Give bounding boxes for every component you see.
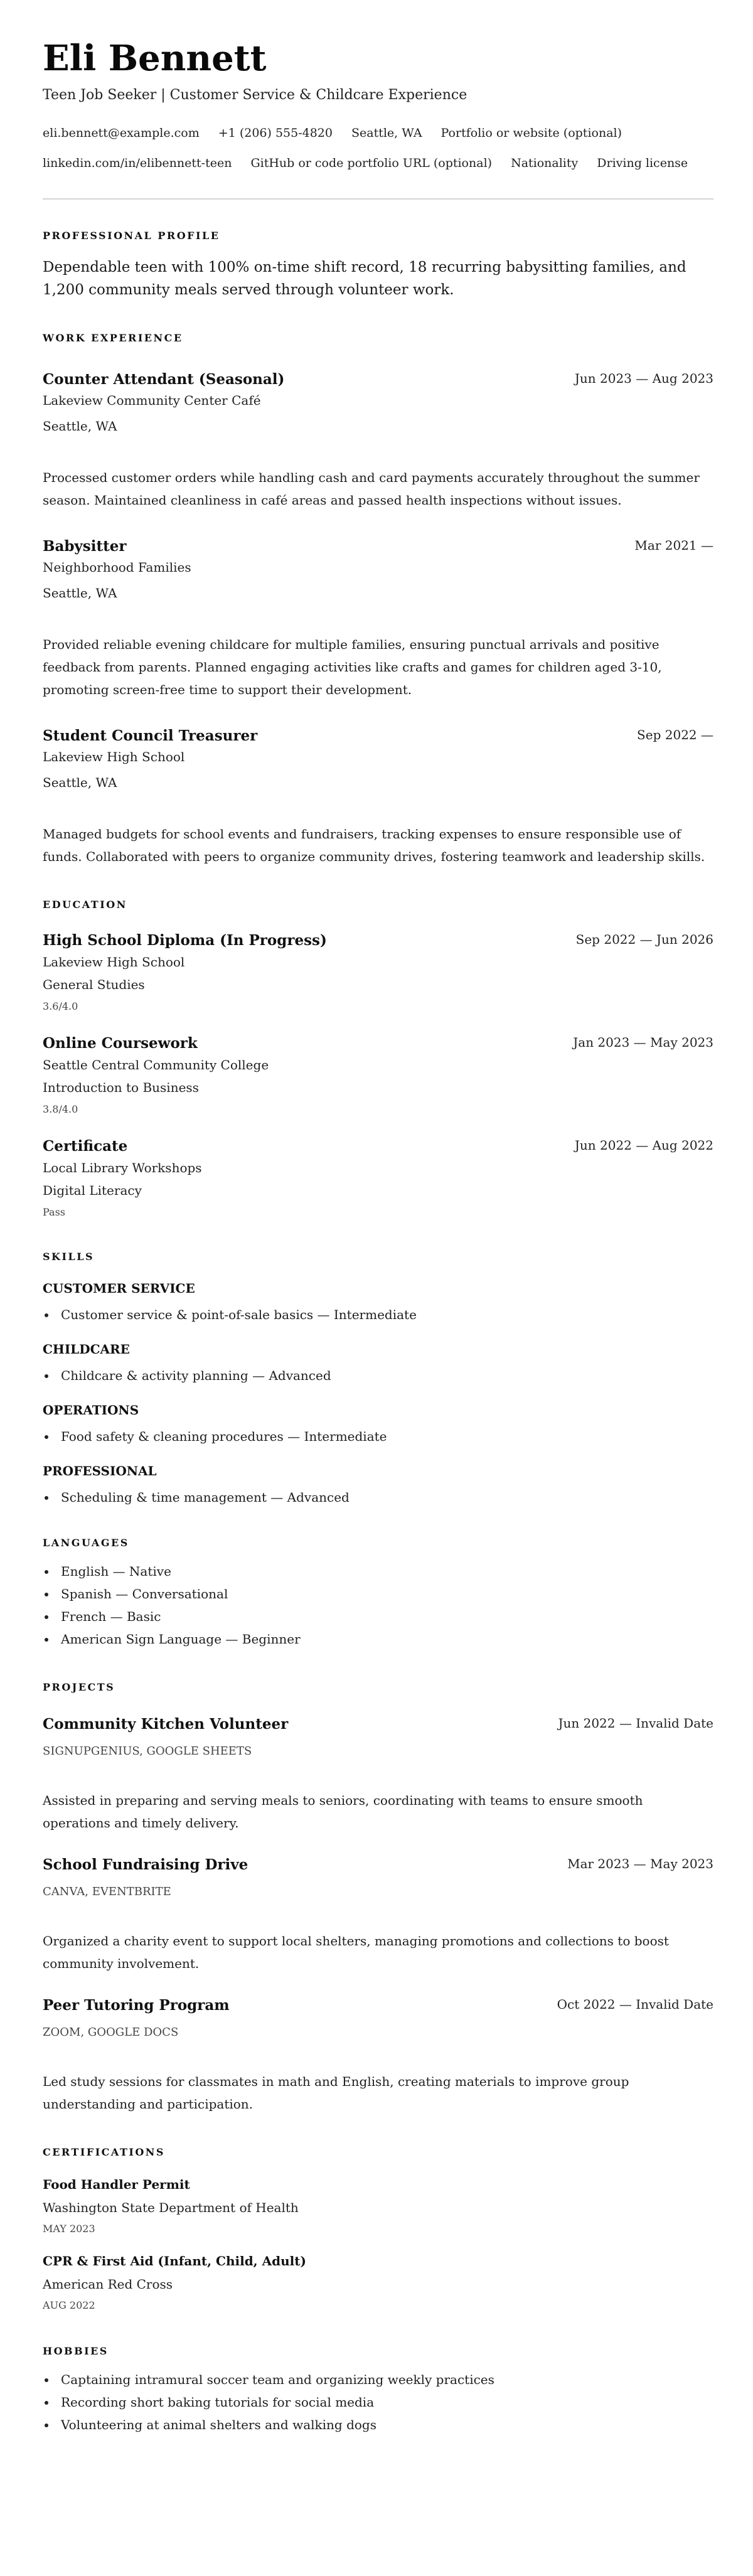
grade: Pass [43,1206,66,1218]
skill-item: Scheduling & time management — Advanced [43,1488,713,1506]
certification-entry [43,2252,713,2313]
hobby-item: Captaining intramural soccer team and organizing weekly practices [43,2368,713,2391]
skill-item: Customer service & point-of-sale basics — Intermediate [43,1306,713,1323]
project-name: Community Kitchen Volunteer [43,1716,289,1733]
job-location: Seattle, WA [43,775,117,790]
contact-phone[interactable]: +1 (206) 555-4820 [218,126,333,140]
work-entry [43,370,713,511]
project-dates: Mar 2023 — May 2023 [567,1856,713,1871]
headline: Teen Job Seeker | Customer Service & Childcare Experience [43,87,467,103]
job-company: Lakeview High School [43,749,185,764]
project-name: School Fundraising Drive [43,1856,248,1873]
hobby-list [43,2368,713,2436]
section-title: HOBBIES [43,2345,109,2357]
contact-nationality: Nationality [511,156,579,170]
skill-item: Food safety & cleaning procedures — Intermediate [43,1428,713,1445]
section-title: CERTIFICATIONS [43,2146,165,2158]
job-description: Processed customer orders while handling cash and card payments accurately throughout the summer season. Maintained cleanliness in café areas and passed health inspections without issues. [43,470,700,508]
hobbies-section [43,2345,713,2436]
contact-email[interactable]: eli.bennett@example.com [43,126,200,140]
languages-section [43,1537,713,1650]
school: Lakeview High School [43,954,185,970]
resume-header [43,36,713,172]
profile-section [43,230,713,301]
job-dates: Mar 2021 — [634,538,713,553]
work-experience-section [43,332,713,868]
header-divider [43,198,713,200]
language-item: English — Native [43,1560,713,1583]
project-tech: ZOOM, GOOGLE DOCS [43,2026,179,2039]
job-company: Lakeview Community Center Café [43,393,261,408]
language-item: American Sign Language — Beginner [43,1628,713,1650]
project-dates: Oct 2022 — Invalid Date [557,1997,713,2012]
degree: Online Coursework [43,1035,198,1052]
language-list [43,1560,713,1650]
skill-item: Childcare & activity planning — Advanced [43,1367,713,1384]
job-location: Seattle, WA [43,585,117,601]
certification-entry [43,2176,713,2237]
contact-driving-license: Driving license [597,156,688,170]
education-dates: Jan 2023 — May 2023 [573,1035,713,1050]
job-location: Seattle, WA [43,419,117,434]
grade: 3.8/4.0 [43,1103,78,1115]
project-name: Peer Tutoring Program [43,1997,230,2014]
projects-section [43,1681,713,2115]
certification-issuer: Washington State Department of Health [43,2200,299,2215]
certification-date: MAY 2023 [43,2223,95,2235]
section-title: WORK EXPERIENCE [43,332,183,344]
skill-list [43,1367,713,1384]
field-of-study: Digital Literacy [43,1183,142,1198]
project-tech: SIGNUPGENIUS, GOOGLE SHEETS [43,1745,252,1758]
job-dates: Jun 2023 — Aug 2023 [574,371,713,386]
contact-list [43,124,713,172]
skills-section [43,1251,713,1506]
project-dates: Jun 2022 — Invalid Date [558,1716,713,1731]
education-entry [43,1034,713,1117]
work-entry [43,537,713,701]
job-title: Babysitter [43,538,127,555]
skill-category: OPERATIONS [43,1403,139,1418]
job-title: Counter Attendant (Seasonal) [43,371,285,388]
education-entry [43,1136,713,1220]
certification-date: AUG 2022 [43,2299,95,2311]
contact-location: Seattle, WA [351,126,422,140]
certification-name: CPR & First Aid (Infant, Child, Adult) [43,2253,306,2269]
skill-list [43,1488,713,1506]
job-description: Managed budgets for school events and fundraisers, tracking expenses to ensure responsible use of funds. Collaborated with peers to organize community drives, fostering teamwork and leadership skills. [43,826,705,864]
contact-linkedin[interactable]: linkedin.com/in/elibennett-teen [43,156,232,170]
project-entry [43,1855,713,1975]
education-entry [43,931,713,1014]
school: Seattle Central Community College [43,1057,269,1072]
section-title: LANGUAGES [43,1537,129,1549]
education-dates: Sep 2022 — Jun 2026 [575,932,713,947]
skill-category: CUSTOMER SERVICE [43,1281,195,1296]
section-title: PROJECTS [43,1681,115,1693]
skill-list [43,1306,713,1323]
skill-category: PROFESSIONAL [43,1463,157,1478]
project-entry [43,1714,713,1834]
skill-list [43,1428,713,1445]
section-title: SKILLS [43,1251,94,1263]
project-tech: CANVA, EVENTBRITE [43,1885,171,1898]
profile-summary: Dependable teen with 100% on-time shift record, 18 recurring babysitting families, and 1,200 community meals served through volunteer work. [43,259,686,298]
hobby-item: Volunteering at animal shelters and walking dogs [43,2413,713,2436]
contact-github[interactable]: GitHub or code portfolio URL (optional) [250,156,493,170]
hobby-item: Recording short baking tutorials for social media [43,2391,713,2413]
education-dates: Jun 2022 — Aug 2022 [574,1138,713,1153]
job-company: Neighborhood Families [43,560,191,575]
certification-issuer: American Red Cross [43,2277,173,2292]
candidate-name: Eli Bennett [43,38,267,79]
resume-page [0,36,713,2436]
certifications-section [43,2146,713,2313]
school: Local Library Workshops [43,1160,202,1175]
language-item: Spanish — Conversational [43,1583,713,1605]
grade: 3.6/4.0 [43,1000,78,1012]
work-entry [43,726,713,868]
job-dates: Sep 2022 — [637,727,713,742]
project-description: Organized a charity event to support local shelters, managing promotions and collections to boost community involvement. [43,1933,669,1971]
degree: High School Diploma (In Progress) [43,932,327,949]
education-section [43,899,713,1220]
section-title: EDUCATION [43,899,127,911]
field-of-study: General Studies [43,977,145,992]
job-title: Student Council Treasurer [43,727,258,744]
degree: Certificate [43,1138,128,1155]
job-description: Provided reliable evening childcare for multiple families, ensuring punctual arrivals and positive feedback from parents. Planned engaging activities like crafts and games for children aged 3-10, promoting screen-free time to support their development. [43,637,662,697]
skill-category: CHILDCARE [43,1342,130,1357]
field-of-study: Introduction to Business [43,1080,199,1095]
language-item: French — Basic [43,1605,713,1628]
contact-portfolio[interactable]: Portfolio or website (optional) [441,126,622,140]
certification-name: Food Handler Permit [43,2177,190,2192]
project-description: Led study sessions for classmates in math and English, creating materials to improve group understanding and participation. [43,2074,629,2112]
project-entry [43,1996,713,2115]
section-title: PROFESSIONAL PROFILE [43,230,220,242]
project-description: Assisted in preparing and serving meals to seniors, coordinating with teams to ensure smooth operations and timely delivery. [43,1793,643,1830]
